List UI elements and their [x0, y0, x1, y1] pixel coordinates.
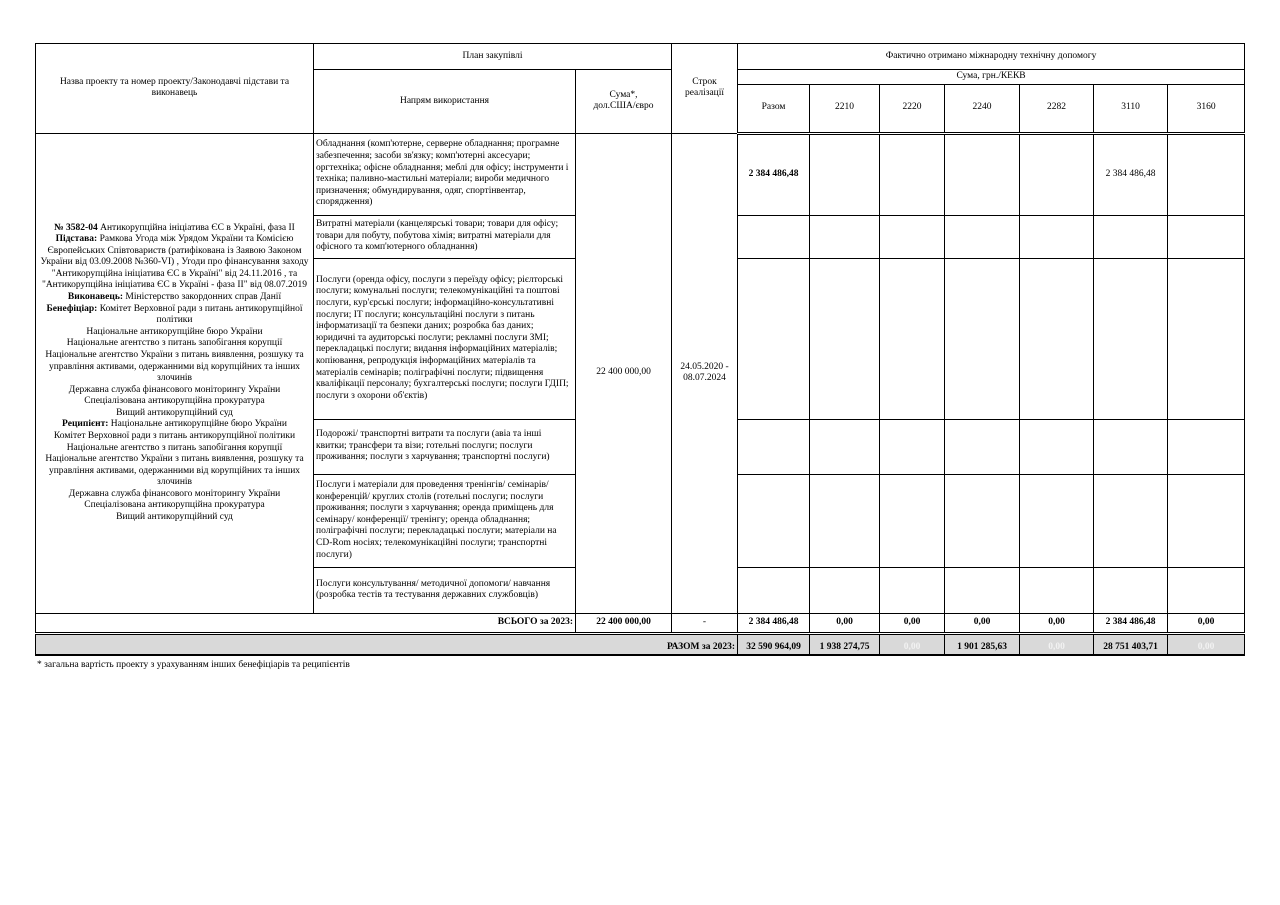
empty-cell — [1020, 258, 1094, 419]
empty-cell — [1168, 474, 1245, 567]
empty-cell — [1168, 133, 1245, 215]
project-column-header: Назва проекту та номер проекту/Законодавчі підстави та виконавець — [36, 44, 314, 134]
empty-cell — [1020, 133, 1094, 215]
empty-cell — [810, 567, 880, 613]
empty-cell — [810, 258, 880, 419]
code-header: 2240 — [945, 84, 1020, 133]
empty-cell — [945, 567, 1020, 613]
empty-cell — [880, 133, 945, 215]
grand-value: 28 751 403,71 — [1094, 633, 1168, 655]
empty-cell — [738, 567, 810, 613]
totals-value: 2 384 486,48 — [1094, 613, 1168, 633]
empty-cell — [1168, 215, 1245, 258]
empty-cell — [810, 133, 880, 215]
empty-cell — [810, 215, 880, 258]
grand-value: 0,00 — [1168, 633, 1245, 655]
direction-cell: Подорожі/ транспортні витрати та послуги (авіа та інші квитки; трансфери та візи; готельні послуги; послуги проживання; послуги з харчування; транспортні послуги) — [314, 419, 576, 474]
empty-cell — [1020, 419, 1094, 474]
beneficiary-label: Бенефіціар: — [46, 303, 98, 314]
row-3110: 2 384 486,48 — [1094, 133, 1168, 215]
totals-value: 0,00 — [810, 613, 880, 633]
direction-header: Напрям використання — [314, 70, 576, 134]
sum-uah-header: Сума, грн./КЕКВ — [738, 70, 1245, 85]
empty-cell — [1168, 419, 1245, 474]
empty-cell — [880, 258, 945, 419]
totals-value: 0,00 — [1020, 613, 1094, 633]
empty-cell — [1094, 419, 1168, 474]
empty-cell — [945, 258, 1020, 419]
empty-cell — [810, 419, 880, 474]
term-header: Строк реалізації — [672, 44, 738, 134]
empty-cell — [1020, 567, 1094, 613]
grand-label: РАЗОМ за 2023: — [36, 633, 738, 655]
empty-cell — [1020, 474, 1094, 567]
basis-label: Підстава: — [55, 234, 98, 245]
totals-label: ВСЬОГО за 2023: — [36, 613, 576, 633]
direction-cell: Послуги (оренда офісу, послуги з переїзду офісу; рієлторські послуги; комунальні послуги; телекомунікаційні та поштові послуги, кур'єрські послуги; інформаційно-консультативні послуги; IT послуги; консультаційні послуги з питань інформатизації та безпеки даних; розробка баз даних; юридичні та аудиторські послуги; рекламні послуги ЗМІ; перекладацькі послуги; видання інформаційних матеріалів; копіювання, репродукція інформаційних матеріалів та матеріалів семінарів; поліграфічні послуги; підвищення кваліфікації персоналу; бухгалтерські послуги; послуги ГДІП; послуги з охорони об'єктів) — [314, 258, 576, 419]
empty-cell — [945, 419, 1020, 474]
beneficiary-first: Комітет Верховної ради з питань антикорупційної політики — [97, 303, 303, 326]
project-term: 24.05.2020 - 08.07.2024 — [672, 133, 738, 613]
grand-value: 0,00 — [880, 633, 945, 655]
plan-header: План закупівлі — [314, 44, 672, 70]
empty-cell — [1094, 474, 1168, 567]
empty-cell — [945, 215, 1020, 258]
empty-cell — [1168, 567, 1245, 613]
empty-cell — [738, 474, 810, 567]
recipient-label: Реципієнт: — [62, 419, 109, 430]
empty-cell — [738, 215, 810, 258]
totals-sum: 22 400 000,00 — [576, 613, 672, 633]
empty-cell — [945, 474, 1020, 567]
totals-value: 0,00 — [945, 613, 1020, 633]
code-header: 3160 — [1168, 84, 1245, 133]
empty-cell — [1020, 215, 1094, 258]
grand-value: 0,00 — [1020, 633, 1094, 655]
totals-value: 0,00 — [1168, 613, 1245, 633]
total-header: Разом — [738, 84, 810, 133]
grand-value: 1 938 274,75 — [810, 633, 880, 655]
empty-cell — [880, 215, 945, 258]
grand-value: 32 590 964,09 — [738, 633, 810, 655]
basis-text: Рамкова Угода між Урядом України та Комісією Європейських Співтовариств (ратифікована із Заявою Законом України від 03.09.2008 №360-VI) , Угоди про фінансування заходу "Антикорупційна ініціатива ЄС в Україні" від 24.11.2016 , та "Антикорупційна ініціатива ЄС в Україні - фаза ІІ" від 08.07.2019 — [40, 234, 309, 291]
actual-aid-header: Фактично отримано міжнародну технічну допомогу — [738, 44, 1245, 70]
executor-label: Виконавець: — [67, 292, 124, 303]
empty-cell — [810, 474, 880, 567]
direction-cell: Обладнання (комп'ютерне, серверне обладнання; програмне забезпечення; засоби зв'язку; комп'ютерні аксесуари; оргтехніка; офісне обладнання; меблі для офісу; інструменти і техніка; паливно-мастильні матеріали; вироби медичного призначення; обмундирування, одяг, спортінвентар, спорядження) — [314, 133, 576, 215]
project-name: Антикорупційна ініціатива ЄС в Україні, фаза ІІ — [97, 222, 295, 233]
totals-term: - — [672, 613, 738, 633]
sum-header: Сума*, дол.США/євро — [576, 70, 672, 134]
footnote: * загальна вартість проекту з урахуванням інших бенефіціарів та реципієнтів — [37, 660, 350, 670]
empty-cell — [738, 419, 810, 474]
project-sum: 22 400 000,00 — [576, 133, 672, 613]
beneficiary-list: Національне антикорупційне бюро України Національне агентство з питань запобігання корупції Національне агентство України з питань виявлення, розшуку та управління активами, одержанними від корупційних та інших злочинів Державна служба фінансового моніторингу України Спеціалізована антикорупційна прокуратура Вищий антикорупційний суд — [45, 326, 304, 418]
code-header: 2282 — [1020, 84, 1094, 133]
totals-value: 2 384 486,48 — [738, 613, 810, 633]
code-header: 2210 — [810, 84, 880, 133]
procurement-table — [35, 43, 1245, 656]
empty-cell — [1094, 215, 1168, 258]
recipient-list: Комітет Верховної ради з питань антикорупційної політики Національне агентство з питань запобігання корупції Національне агентство України з питань виявлення, розшуку та управління активами, одержанними від корупційних та інших злочинів Державна служба фінансового моніторингу України Спеціалізована антикорупційна прокуратура Вищий антикорупційний суд — [45, 430, 304, 523]
direction-cell: Послуги консультування/ методичної допомоги/ навчання (розробка тестів та тестування державних службовців) — [314, 567, 576, 613]
empty-cell — [880, 419, 945, 474]
empty-cell — [1094, 258, 1168, 419]
direction-cell: Витратні матеріали (канцелярські товари; товари для офісу; товари для побуту, побутова хімія; витратні матеріали для офісного та комп'ютерного обладнання) — [314, 215, 576, 258]
project-description — [36, 133, 314, 613]
empty-cell — [880, 474, 945, 567]
direction-cell: Послуги і матеріали для проведення тренінгів/ семінарів/ конференцій/ круглих столів (готельні послуги; послуги проживання; послуги з харчування; оренда приміщень для семінару/ конференції/ тренінгу; оренда обладнання; поліграфічні послуги; перекладацькі послуги; матеріали на CD-Rom носіях; телекомунікаційні послуги; транспортні послуги) — [314, 474, 576, 567]
project-id: № 3582-04 — [54, 222, 98, 233]
totals-value: 0,00 — [880, 613, 945, 633]
grand-value: 1 901 285,63 — [945, 633, 1020, 655]
empty-cell — [1094, 567, 1168, 613]
code-header: 3110 — [1094, 84, 1168, 133]
code-header: 2220 — [880, 84, 945, 133]
empty-cell — [945, 133, 1020, 215]
empty-cell — [1168, 258, 1245, 419]
row-total: 2 384 486,48 — [738, 133, 810, 215]
recipient-first: Національне антикорупційне бюро України — [108, 419, 287, 430]
empty-cell — [738, 258, 810, 419]
empty-cell — [880, 567, 945, 613]
executor-text: Міністерство закордонних справ Данії — [123, 292, 282, 303]
